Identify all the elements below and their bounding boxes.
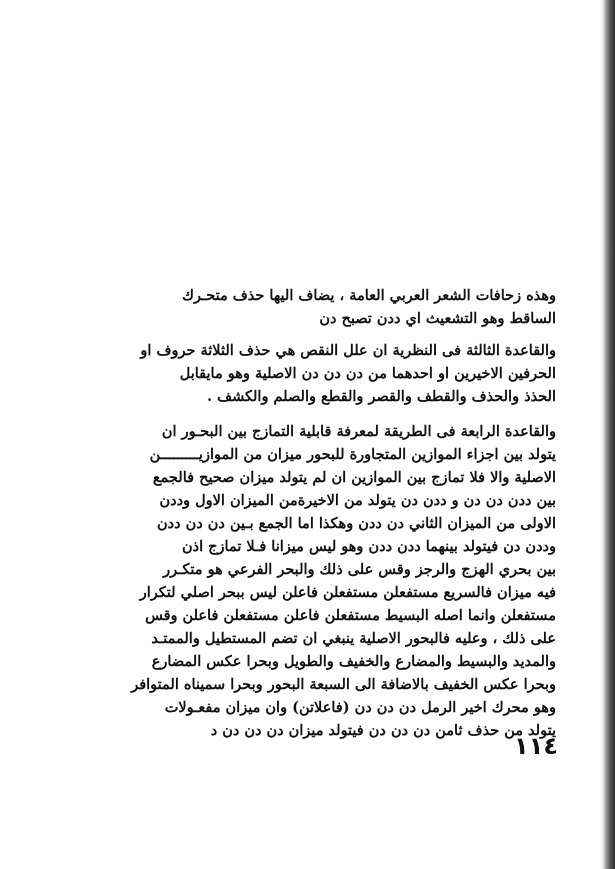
text-line: الاولى من الميزان الثاني دن ددن وهكذا اما الجمع بـين دن دن ددن	[157, 515, 556, 532]
text-line: وددن دن فيتولد بينهما ددن ددن وهو ليس ميزانا فـلا تمازج اذن	[181, 538, 556, 555]
text-line: والقاعدة الثالثة فى النظرية ان علل النقص هي حذف الثلاثة حروف او	[140, 342, 556, 359]
text-line: والقاعدة الرابعة فى الطريقة لمعرفة قابلية التمازج بين البحـور ان	[161, 423, 556, 440]
text-line: على ذلك ، وعليه فالبحور الاصلية ينبغي ان تضم المستطيل والممتـد	[151, 630, 556, 647]
paragraph-2	[72, 339, 556, 408]
text-line: مستفعلن وانما اصله البسيط مستفعلن فاعلن مستفعلن فاعلن وقس	[145, 607, 556, 624]
text-line: والمديد والبسيط والمضارع والخفيف والطويل وبحرا عكس المضارع	[151, 653, 556, 670]
text-line: فيه ميزان فالسريع مستفعلن مستفعلن فاعلن ليس ببحر اصلي لتكرار	[139, 584, 556, 601]
text-line: بين ددن دن دن و ددن دن يتولد من الاخيرةمن الميزان الاول وددن	[159, 492, 556, 509]
text-line: الحرفين الاخيرين او احدهما من دن دن دن الاصلية وهو مايقابل	[179, 365, 556, 382]
text-line: الحذذ والحذف والقطف والقصر والقطع والصلم والكشف .	[206, 388, 556, 405]
text-line: الساقط وهو التشعيث اي ددن تصبح دن	[319, 310, 556, 327]
text-line: يتولد بين اجزاء الموازين المتجاورة للبحور ميزان من الموازيـــــــــن	[149, 446, 556, 463]
text-line: وبحرا عكس الخفيف بالاضافة الى السبعة البحور وبحرا سميناه المتوافر	[131, 676, 556, 693]
page-number: ١١٤	[514, 732, 558, 760]
text-line: وهذه زحافات الشعر العربي العامة ، يضاف اليها حذف متحـرك	[182, 287, 556, 304]
paragraph-1	[72, 284, 556, 330]
paragraph-3	[72, 420, 556, 742]
text-line: بين بحري الهزج والرجز وقس على ذلك والبحر الفرعي هو متكـرر	[163, 561, 556, 578]
text-line: وهو محرك اخير الرمل دن دن دن (فاعلاتن) وان ميزان مفعـولات	[164, 699, 556, 716]
page-edge-shadow	[600, 0, 615, 869]
text-line: الاصلية والا فلا تمازج بين الموازين ان لم يتولد ميزان صحيح فالجمع	[152, 469, 556, 486]
text-line: يتولد من حذف ثامن دن دن دن فيتولد ميزان دن دن دن د	[210, 722, 556, 739]
